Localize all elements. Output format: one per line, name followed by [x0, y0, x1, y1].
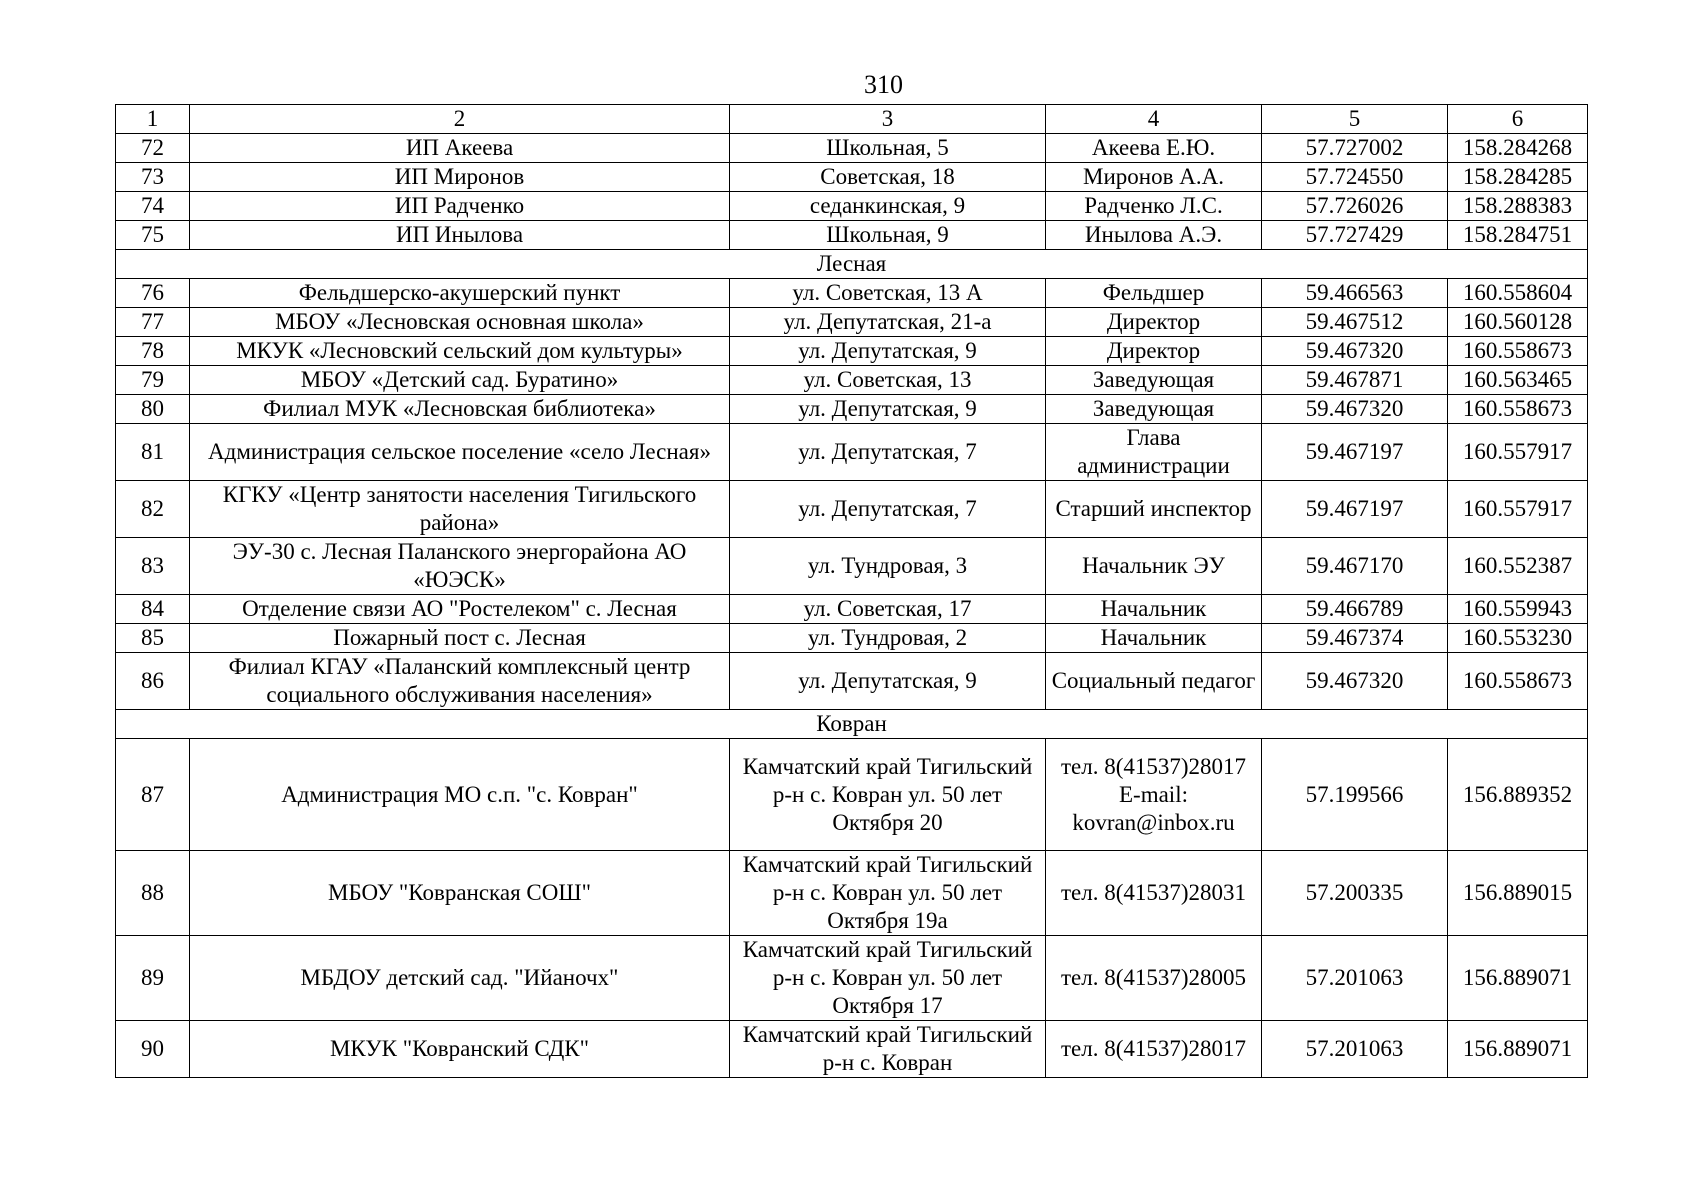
address-cell: ул. Советская, 13 — [730, 366, 1046, 395]
table-row — [116, 739, 1588, 851]
table-row — [116, 279, 1588, 308]
longitude-cell: 158.284751 — [1448, 221, 1588, 250]
table-header-row — [116, 105, 1588, 134]
organization-name-cell: МБОУ "Ковранская СОШ" — [190, 851, 730, 936]
organization-name-cell: МБОУ «Лесновская основная школа» — [190, 308, 730, 337]
table-row — [116, 163, 1588, 192]
row-number-cell: 72 — [116, 134, 190, 163]
latitude-cell: 57.727429 — [1262, 221, 1448, 250]
organization-name-cell: МКУК «Лесновский сельский дом культуры» — [190, 337, 730, 366]
table-row — [116, 595, 1588, 624]
address-cell: ул. Депутатская, 9 — [730, 395, 1046, 424]
row-number-cell: 76 — [116, 279, 190, 308]
row-number-cell: 90 — [116, 1021, 190, 1078]
contact-cell: Заведующая — [1046, 366, 1262, 395]
column-header: 6 — [1448, 105, 1588, 134]
longitude-cell: 156.889015 — [1448, 851, 1588, 936]
latitude-cell: 57.724550 — [1262, 163, 1448, 192]
row-number-cell: 88 — [116, 851, 190, 936]
organization-name-cell: МКУК "Ковранский СДК" — [190, 1021, 730, 1078]
organization-name-cell: Филиал КГАУ «Паланский комплексный центр социального обслуживания населения» — [190, 653, 730, 710]
latitude-cell: 57.199566 — [1262, 739, 1448, 851]
address-cell: Школьная, 9 — [730, 221, 1046, 250]
row-number-cell: 86 — [116, 653, 190, 710]
latitude-cell: 59.467170 — [1262, 538, 1448, 595]
longitude-cell: 160.560128 — [1448, 308, 1588, 337]
contact-cell: Социальный педагог — [1046, 653, 1262, 710]
page-number: 310 — [864, 70, 903, 99]
address-cell: ул. Депутатская, 7 — [730, 481, 1046, 538]
contact-cell: Директор — [1046, 337, 1262, 366]
organization-name-cell: ИП Миронов — [190, 163, 730, 192]
latitude-cell: 59.467320 — [1262, 395, 1448, 424]
contact-cell: тел. 8(41537)28017 — [1046, 1021, 1262, 1078]
contact-cell: Директор — [1046, 308, 1262, 337]
organization-name-cell: МБОУ «Детский сад. Буратино» — [190, 366, 730, 395]
row-number-cell: 87 — [116, 739, 190, 851]
contact-cell: Начальник — [1046, 624, 1262, 653]
organizations-table — [115, 104, 1588, 1078]
organization-name-cell: Администрация сельское поселение «село Лесная» — [190, 424, 730, 481]
table-row — [116, 395, 1588, 424]
column-header: 1 — [116, 105, 190, 134]
longitude-cell: 160.558673 — [1448, 395, 1588, 424]
address-cell: Школьная, 5 — [730, 134, 1046, 163]
table-row — [116, 624, 1588, 653]
table-row — [116, 1021, 1588, 1078]
organization-name-cell: Отделение связи АО "Ростелеком" с. Лесная — [190, 595, 730, 624]
section-title: Ковран — [116, 710, 1588, 739]
latitude-cell: 57.726026 — [1262, 192, 1448, 221]
table-row — [116, 308, 1588, 337]
longitude-cell: 160.558673 — [1448, 337, 1588, 366]
address-cell: ул. Депутатская, 21-а — [730, 308, 1046, 337]
longitude-cell: 160.559943 — [1448, 595, 1588, 624]
address-cell: седанкинская, 9 — [730, 192, 1046, 221]
address-cell: Советская, 18 — [730, 163, 1046, 192]
table-row — [116, 936, 1588, 1021]
address-cell: ул. Тундровая, 3 — [730, 538, 1046, 595]
longitude-cell: 160.553230 — [1448, 624, 1588, 653]
contact-cell: Акеева Е.Ю. — [1046, 134, 1262, 163]
row-number-cell: 83 — [116, 538, 190, 595]
longitude-cell: 160.563465 — [1448, 366, 1588, 395]
contact-cell: Старший инспектор — [1046, 481, 1262, 538]
contact-cell: тел. 8(41537)28017 E-mail: kovran@inbox.ru — [1046, 739, 1262, 851]
row-number-cell: 85 — [116, 624, 190, 653]
section-row — [116, 250, 1588, 279]
contact-cell: Глава администрации — [1046, 424, 1262, 481]
row-number-cell: 81 — [116, 424, 190, 481]
row-number-cell: 74 — [116, 192, 190, 221]
latitude-cell: 59.467320 — [1262, 653, 1448, 710]
latitude-cell: 59.467374 — [1262, 624, 1448, 653]
table-row — [116, 366, 1588, 395]
longitude-cell: 160.557917 — [1448, 424, 1588, 481]
table-row — [116, 653, 1588, 710]
address-cell: Камчатский край Тигильский р-н с. Ковран ул. 50 лет Октября 20 — [730, 739, 1046, 851]
organization-name-cell: Филиал МУК «Лесновская библиотека» — [190, 395, 730, 424]
longitude-cell: 156.889071 — [1448, 1021, 1588, 1078]
latitude-cell: 59.466789 — [1262, 595, 1448, 624]
longitude-cell: 160.558604 — [1448, 279, 1588, 308]
longitude-cell: 160.557917 — [1448, 481, 1588, 538]
section-title: Лесная — [116, 250, 1588, 279]
contact-cell: Заведующая — [1046, 395, 1262, 424]
longitude-cell: 158.284285 — [1448, 163, 1588, 192]
table-row — [116, 538, 1588, 595]
contact-cell: тел. 8(41537)28031 — [1046, 851, 1262, 936]
row-number-cell: 84 — [116, 595, 190, 624]
table-row — [116, 221, 1588, 250]
row-number-cell: 77 — [116, 308, 190, 337]
address-cell: Камчатский край Тигильский р-н с. Ковран ул. 50 лет Октября 17 — [730, 936, 1046, 1021]
row-number-cell: 82 — [116, 481, 190, 538]
row-number-cell: 80 — [116, 395, 190, 424]
section-row — [116, 710, 1588, 739]
longitude-cell: 160.552387 — [1448, 538, 1588, 595]
organization-name-cell: ИП Инылова — [190, 221, 730, 250]
address-cell: ул. Депутатская, 7 — [730, 424, 1046, 481]
contact-cell: Инылова А.Э. — [1046, 221, 1262, 250]
latitude-cell: 57.201063 — [1262, 1021, 1448, 1078]
table-row — [116, 424, 1588, 481]
organization-name-cell: Фельдшерско-акушерский пункт — [190, 279, 730, 308]
latitude-cell: 59.467320 — [1262, 337, 1448, 366]
table-row — [116, 851, 1588, 936]
organization-name-cell: Пожарный пост с. Лесная — [190, 624, 730, 653]
latitude-cell: 57.200335 — [1262, 851, 1448, 936]
longitude-cell: 158.284268 — [1448, 134, 1588, 163]
address-cell: Камчатский край Тигильский р-н с. Ковран ул. 50 лет Октября 19а — [730, 851, 1046, 936]
longitude-cell: 158.288383 — [1448, 192, 1588, 221]
row-number-cell: 73 — [116, 163, 190, 192]
address-cell: ул. Депутатская, 9 — [730, 653, 1046, 710]
row-number-cell: 78 — [116, 337, 190, 366]
table-row — [116, 192, 1588, 221]
column-header: 2 — [190, 105, 730, 134]
address-cell: ул. Тундровая, 2 — [730, 624, 1046, 653]
address-cell: ул. Депутатская, 9 — [730, 337, 1046, 366]
organization-name-cell: МБДОУ детский сад. "Ийаночх" — [190, 936, 730, 1021]
row-number-cell: 79 — [116, 366, 190, 395]
address-cell: Камчатский край Тигильский р-н с. Ковран — [730, 1021, 1046, 1078]
contact-cell: Начальник ЭУ — [1046, 538, 1262, 595]
latitude-cell: 59.467512 — [1262, 308, 1448, 337]
row-number-cell: 89 — [116, 936, 190, 1021]
organization-name-cell: Администрация МО с.п. "с. Ковран" — [190, 739, 730, 851]
column-header: 5 — [1262, 105, 1448, 134]
table-row — [116, 134, 1588, 163]
address-cell: ул. Советская, 13 А — [730, 279, 1046, 308]
latitude-cell: 59.467871 — [1262, 366, 1448, 395]
latitude-cell: 59.466563 — [1262, 279, 1448, 308]
address-cell: ул. Советская, 17 — [730, 595, 1046, 624]
contact-cell: Миронов А.А. — [1046, 163, 1262, 192]
column-header: 4 — [1046, 105, 1262, 134]
organization-name-cell: ИП Акеева — [190, 134, 730, 163]
organization-name-cell: КГКУ «Центр занятости населения Тигильского района» — [190, 481, 730, 538]
longitude-cell: 160.558673 — [1448, 653, 1588, 710]
contact-cell: Фельдшер — [1046, 279, 1262, 308]
column-header: 3 — [730, 105, 1046, 134]
latitude-cell: 59.467197 — [1262, 424, 1448, 481]
table-row — [116, 337, 1588, 366]
latitude-cell: 57.727002 — [1262, 134, 1448, 163]
contact-cell: тел. 8(41537)28005 — [1046, 936, 1262, 1021]
longitude-cell: 156.889352 — [1448, 739, 1588, 851]
contact-cell: Начальник — [1046, 595, 1262, 624]
contact-cell: Радченко Л.С. — [1046, 192, 1262, 221]
latitude-cell: 57.201063 — [1262, 936, 1448, 1021]
longitude-cell: 156.889071 — [1448, 936, 1588, 1021]
latitude-cell: 59.467197 — [1262, 481, 1448, 538]
table-row — [116, 481, 1588, 538]
organization-name-cell: ЭУ-30 с. Лесная Паланского энергорайона АО «ЮЭСК» — [190, 538, 730, 595]
organization-name-cell: ИП Радченко — [190, 192, 730, 221]
row-number-cell: 75 — [116, 221, 190, 250]
